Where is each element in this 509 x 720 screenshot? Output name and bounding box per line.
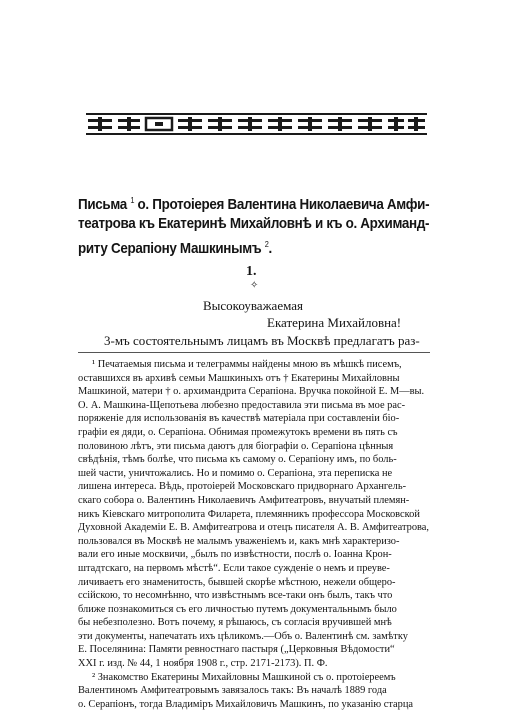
footnote-line: XXI г. изд. № 44, 1 ноября 1908 г., стр. 2171-2173). П. Ф. bbox=[78, 658, 328, 670]
footnote-line: ссiйскою, то несомнѣнно, что извѣстнымъ все-таки онъ былъ, такъ что bbox=[78, 590, 393, 602]
title-line-1 bbox=[78, 191, 430, 215]
title-line-3-text: риту Серапiону Машкинымъ bbox=[78, 240, 262, 257]
footnote-line: эти документы, напечатать ихъ цѣликомъ.—Объ о. Валентинѣ см. замѣтку bbox=[78, 630, 408, 642]
footnote-line: Е. Поселянина: Памяти ревностнаго пастыря („Церковныя Вѣдомости“ bbox=[78, 644, 395, 656]
footnote-line: оставшихся въ архивѣ семьи Машкиныхъ отъ † Екатерины Михайловны bbox=[78, 372, 400, 384]
footnote-line: вали его иные москвичи, „былъ по извѣстности, послѣ о. Iоанна Крон- bbox=[78, 549, 392, 561]
section-star-ornament: ✧ bbox=[250, 280, 259, 291]
footnote-line: О. А. Машкина-Щепотьева любезно предоставила эти письма въ мое рас- bbox=[78, 399, 406, 411]
footnote-line: поряженiе для использованiя въ качествѣ матерiала при составленiи бiо- bbox=[78, 413, 400, 425]
letter-body-first-line: 3-мъ состоятельнымъ лицамъ въ Москвѣ предлагатъ раз- bbox=[104, 333, 420, 348]
footnote-line: Валентиномъ Амфитеатровымъ завязалось такъ: Въ началѣ 1889 года bbox=[78, 685, 387, 697]
footnote-line: половиною лѣтъ, эти письма даютъ для бiографiи о. Серапiона цѣнныя bbox=[78, 440, 394, 452]
salutation-line-1: Высокоуважаемая bbox=[203, 298, 303, 313]
footnote-divider bbox=[78, 352, 430, 353]
footnote-line: штадтскаго, на первомъ мѣстѣ“. Если такое сужденiе о немъ и преуве- bbox=[78, 562, 390, 574]
salutation-line-2: Екатерина Михайловна! bbox=[267, 315, 402, 330]
section-number: 1. bbox=[246, 264, 257, 279]
footnote-line: графiи ея дяди, о. Серапiона. Обнимая промежутокъ времени въ пять съ bbox=[78, 426, 398, 438]
footnote-line: никъ Кiевскаго митрополита Филарета, племянникъ профессора Московской bbox=[78, 508, 420, 520]
footnote-line: ближе познакомиться съ его личностью путемъ документальнымъ было bbox=[78, 603, 397, 615]
footnote-marker-2: 2 bbox=[264, 239, 269, 249]
footnote-line: о. Серапiонъ, тогда Владимiръ Михайловичъ Машкинъ, по указанiю старца bbox=[78, 698, 414, 710]
footnotes bbox=[78, 358, 430, 711]
decorative-ornament-band bbox=[86, 113, 427, 135]
title-line-1-rest: о. Протоiерея Валентина Николаевича Амфи- bbox=[137, 196, 430, 213]
letter-collection-title bbox=[78, 191, 430, 259]
title-line-3 bbox=[78, 235, 402, 259]
footnote-line: Машкиной, матери † о. архимандрита Серапiона. Вручка покойной Е. М—вы. bbox=[78, 386, 425, 398]
footnote-line: Духовной Академiи Е. В. Амфитеатрова и отецъ писателя А. В. Амфитеатрова, bbox=[78, 522, 429, 534]
title-period: . bbox=[268, 240, 272, 257]
footnote-line: свѣдѣнiя, тѣмъ болѣе, что письма къ самому о. Серапiону имъ, по боль- bbox=[78, 454, 397, 466]
footnote-line: пользовался въ Москвѣ не малымъ уваженiемъ и, какъ мнѣ характеризо- bbox=[78, 535, 400, 547]
footnote-line: шей части, уничтожались. Но и помимо о. Серапiона, эта переписка не bbox=[78, 467, 393, 479]
footnote-marker-1: 1 bbox=[130, 196, 135, 205]
footnote-line: скаго собора о. Валентинъ Николаевичъ Амфитеатровъ, внучатый племян- bbox=[78, 494, 410, 506]
footnote-line: ² Знакомство Екатерины Михайловны Машкиной съ о. протоiереемъ bbox=[92, 671, 396, 683]
footnote-line: ¹ Печатаемыя письма и телеграммы найдены мною въ мѣшкѣ писемъ, bbox=[92, 359, 402, 370]
footnote-line: лишена интереса. Вѣдь, протоiерей Московскаго придворнаго Архангель- bbox=[78, 481, 407, 493]
footnote-line: бы небезполезно. Вотъ почему, я рѣшаюсь, съ согласiя вручившей мнѣ bbox=[78, 617, 392, 629]
title-word: Письма bbox=[78, 196, 127, 213]
title-line-2: театрова къ Екатеринѣ Михайловнѣ и къ о. Архиманд- bbox=[78, 216, 430, 233]
footnote-line: личиваетъ его знаменитость, бывшей скорѣе мѣстною, нежели общеро- bbox=[78, 576, 396, 588]
